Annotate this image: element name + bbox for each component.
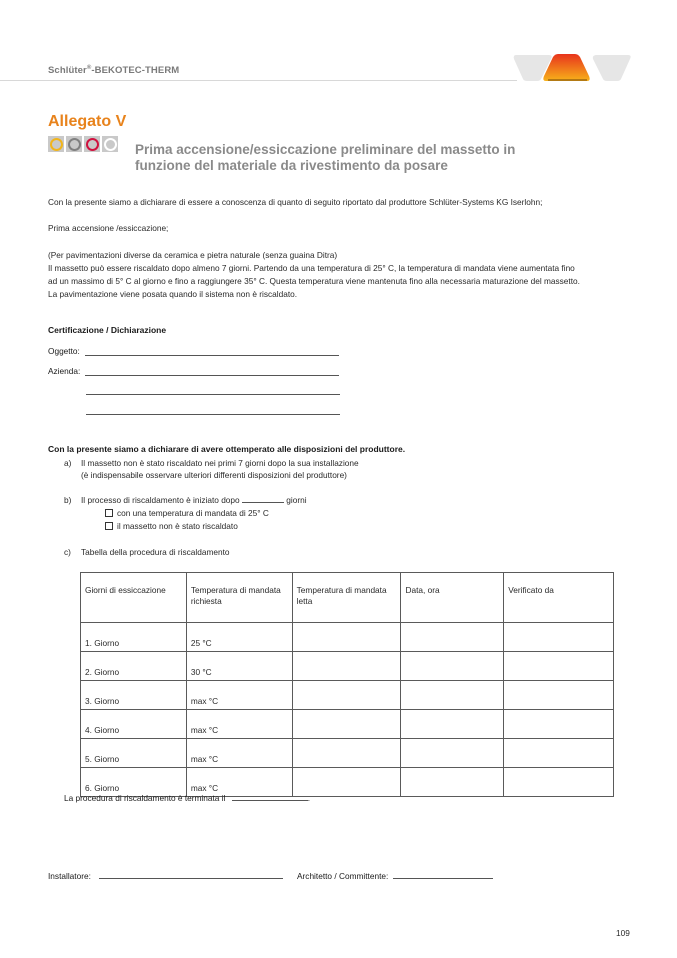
item-b [64, 494, 564, 534]
date-time-cell[interactable] [401, 768, 504, 797]
instructions-line: ad un massimo di 5° C al giorno e fino a raggiungere 35° C. Questa temperatura viene mantenuta fino alla necessaria maturazione del massetto. [48, 276, 580, 286]
registered-mark: ® [86, 65, 92, 71]
option-not-heated[interactable] [105, 520, 238, 532]
table-row [81, 681, 614, 710]
required-temp-cell: max °C [186, 710, 292, 739]
installer-label: Installatore: [48, 871, 91, 881]
item-a-line-1: Il massetto non è stato riscaldato nei primi 7 giorni dopo la sua installazione [81, 458, 359, 468]
verified-by-cell[interactable] [504, 623, 614, 652]
read-temp-cell[interactable] [292, 739, 401, 768]
day-cell: 3. Giorno [81, 681, 187, 710]
date-time-cell[interactable] [401, 681, 504, 710]
table-row [81, 652, 614, 681]
required-temp-cell: max °C [186, 739, 292, 768]
date-time-cell[interactable] [401, 623, 504, 652]
required-temp-cell: 25 °C [186, 623, 292, 652]
item-c-marker: c) [64, 547, 71, 557]
declaration-heading: Con la presente siamo a dichiarare di avere ottemperato alle disposizioni del produttore. [48, 444, 406, 454]
object-field-row [48, 346, 339, 356]
date-time-cell[interactable] [401, 710, 504, 739]
brand-name: Schlüter [48, 65, 87, 77]
checkbox-icon[interactable] [105, 522, 113, 530]
instructions-paragraph [48, 249, 638, 301]
column-header: Data, ora [401, 573, 504, 623]
table-row [81, 623, 614, 652]
company-label: Azienda: [48, 366, 81, 376]
object-input[interactable] [85, 346, 339, 356]
first-heating-label: Prima accensione /essiccazione; [48, 223, 169, 233]
day-cell: 5. Giorno [81, 739, 187, 768]
architect-label: Architetto / Committente: [297, 871, 389, 881]
completion-date-input[interactable] [232, 792, 311, 803]
company-input[interactable] [85, 366, 339, 376]
item-a-line-2: (è indispensabile osservare ulteriori differenti disposizioni del produttore) [81, 470, 347, 480]
header-divider [0, 80, 517, 81]
option-temperature-25[interactable] [105, 507, 269, 519]
day-cell: 1. Giorno [81, 623, 187, 652]
schluter-logo-icon [513, 52, 631, 82]
yellow-ring-icon [50, 138, 63, 151]
architect-signature [297, 870, 493, 881]
installer-signature-input[interactable] [99, 870, 283, 879]
item-b-marker: b) [64, 495, 72, 505]
architect-signature-input[interactable] [393, 870, 493, 879]
object-label: Oggetto: [48, 346, 80, 356]
read-temp-cell[interactable] [292, 652, 401, 681]
required-temp-cell: max °C [186, 681, 292, 710]
company-input-line-2[interactable] [86, 393, 340, 395]
item-c-text: Tabella della procedura di riscaldamento [81, 547, 230, 557]
badge-grey [66, 136, 82, 152]
completion-text: La procedura di riscaldamento è terminata il [64, 793, 226, 803]
page-number: 109 [616, 928, 630, 938]
company-input-line-3[interactable] [86, 413, 340, 415]
date-time-cell[interactable] [401, 652, 504, 681]
subtitle-line-1: Prima accensione/essiccazione preliminare del massetto in [135, 142, 516, 157]
option-not-heated-label: il massetto non è stato riscaldato [117, 521, 238, 531]
verified-by-cell[interactable] [504, 710, 614, 739]
column-header: Verificato da [504, 573, 614, 623]
instructions-line: La pavimentazione viene posata quando il sistema non è riscaldato. [48, 289, 298, 299]
checkbox-icon[interactable] [105, 509, 113, 517]
annex-title: Allegato V [48, 113, 127, 130]
days-input[interactable] [242, 494, 284, 503]
verified-by-cell[interactable] [504, 652, 614, 681]
material-badges [48, 136, 118, 152]
badge-yellow [48, 136, 64, 152]
subtitle-line-2: funzione del materiale da rivestimento da posare [135, 158, 448, 173]
required-temp-cell: max °C [186, 768, 292, 797]
instructions-line: (Per pavimentazioni diverse da ceramica e pietra naturale (senza guaina Ditra) [48, 250, 338, 260]
completion-line [64, 792, 310, 803]
grey-ring-icon [68, 138, 81, 151]
table-row [81, 710, 614, 739]
item-c [64, 546, 564, 560]
completion-period: . [307, 793, 311, 803]
badge-white [102, 136, 118, 152]
option-temperature-label: con una temperatura di mandata di 25° C [117, 508, 269, 518]
required-temp-cell: 30 °C [186, 652, 292, 681]
day-cell: 4. Giorno [81, 710, 187, 739]
item-b-unit: giorni [286, 495, 307, 505]
column-header: Temperatura di mandata richiesta [186, 573, 292, 623]
item-a [64, 457, 564, 483]
item-b-text: Il processo di riscaldamento è iniziato dopo [81, 495, 240, 505]
verified-by-cell[interactable] [504, 681, 614, 710]
item-a-marker: a) [64, 458, 72, 468]
instructions-line: Il massetto può essere riscaldato dopo almeno 7 giorni. Partendo da una temperatura di 25° C, la temperatura di mandata viene aumentata fino [48, 263, 575, 273]
read-temp-cell[interactable] [292, 710, 401, 739]
badge-red [84, 136, 100, 152]
heating-procedure-table [80, 572, 614, 797]
item-b-line [81, 494, 307, 506]
read-temp-cell[interactable] [292, 681, 401, 710]
page-subtitle [135, 142, 555, 174]
day-cell: 2. Giorno [81, 652, 187, 681]
day-cell: 6. Giorno [81, 768, 187, 797]
verified-by-cell[interactable] [504, 768, 614, 797]
column-header: Temperatura di mandata letta [292, 573, 401, 623]
intro-paragraph: Con la presente siamo a dichiarare di essere a conoscenza di quanto di seguito riportato dal produttore Schlüter-Systems KG Iserlohn; [48, 197, 543, 207]
company-field-row [48, 366, 339, 376]
certification-heading: Certificazione / Dichiarazione [48, 325, 167, 335]
product-name: -BEKOTEC-THERM [91, 65, 180, 77]
table-header-row [81, 573, 614, 623]
column-header: Giorni di essiccazione [81, 573, 187, 623]
date-time-cell[interactable] [401, 739, 504, 768]
red-ring-icon [86, 138, 99, 151]
table-row [81, 739, 614, 768]
white-ring-icon [104, 138, 117, 151]
running-header [48, 65, 179, 76]
read-temp-cell[interactable] [292, 623, 401, 652]
verified-by-cell[interactable] [504, 739, 614, 768]
installer-signature [48, 870, 283, 881]
